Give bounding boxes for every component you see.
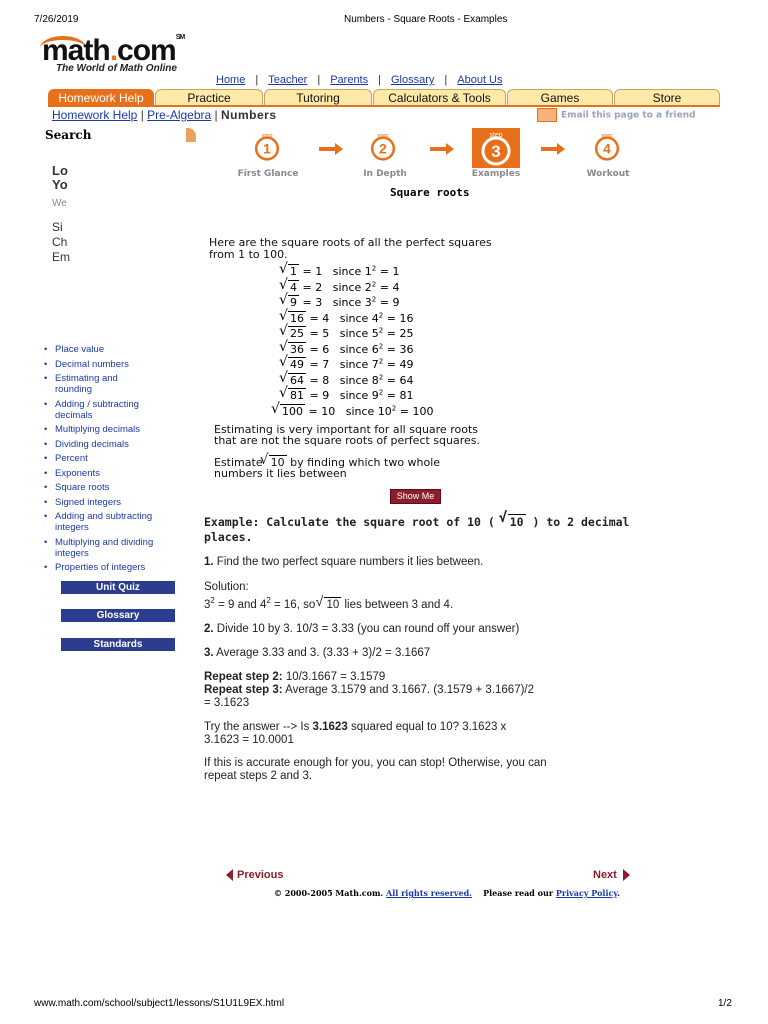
step-4-icon [590, 131, 624, 161]
section-title: Square roots [390, 186, 470, 199]
login-fragment-4: Si [52, 220, 63, 234]
top-link-teacher[interactable]: Teacher [268, 74, 308, 86]
tab-tutoring[interactable]: Tutoring [264, 89, 372, 106]
unit-quiz-button[interactable]: Unit Quiz [61, 581, 175, 594]
previous-label: Previous [237, 869, 284, 881]
step-1-button[interactable] [250, 131, 284, 166]
sidebar-item-multiplying-dividing-integers[interactable]: • Multiplying and dividing integers [44, 537, 155, 559]
step-3-number: 3 [491, 142, 501, 161]
example-try [204, 720, 506, 734]
step-3-button[interactable] [472, 128, 520, 168]
root-base: 1 [364, 265, 372, 278]
root-square: 1 [392, 265, 400, 278]
root-radicand: √ 1 [288, 264, 299, 278]
step-3-num: 3. [204, 647, 214, 659]
previous-arrow-icon [226, 869, 233, 881]
step-1-icon [250, 131, 284, 161]
root-square: 64 [399, 373, 414, 387]
root-base: 2 [364, 280, 372, 294]
root-radicand: √ 49 [288, 357, 306, 371]
sidebar-item-adding-subtracting-integers[interactable]: • Adding and subtracting integers [44, 511, 170, 533]
step-4-number: 4 [603, 141, 611, 158]
step-2-num: 2. [204, 623, 214, 635]
root-base: 7 [371, 358, 379, 371]
print-url: www.math.com/school/subject1/lessons/S1U1L9EX.html [34, 998, 285, 1009]
try-post: squared equal to 10? 3.1623 x [350, 721, 507, 733]
example-repeat-2 [204, 670, 385, 684]
estimate-radical: √ 10 [269, 455, 287, 469]
root-radicand: √ 25 [288, 326, 306, 340]
step-1-number: 1 [263, 141, 271, 158]
example-repeat-3 [204, 683, 534, 697]
root-square: 36 [399, 342, 414, 356]
step-1-label[interactable]: First Glance [237, 169, 299, 179]
root-row: √ 36 = 6 since $6^2 = 36$ [282, 342, 413, 356]
intro-line-2: from 1 to 100. [209, 248, 288, 261]
repeat-2-label: Repeat step 2: [204, 671, 283, 683]
example-step-1 [204, 555, 483, 569]
root-base: 9 [371, 389, 379, 402]
example-step-3 [204, 646, 430, 660]
top-link-home[interactable]: Home [216, 74, 246, 86]
root-square: 16 [399, 311, 414, 325]
root-radicand: √ 4 [288, 280, 299, 294]
root-base: 5 [371, 327, 379, 340]
root-radicand: √ 100 [280, 404, 305, 418]
logo[interactable]: math.com℠ [42, 34, 185, 67]
root-square: 100 [412, 404, 434, 418]
root-row: √ 4 = 2 since $2^2 = 4$ [282, 280, 399, 294]
step-2-icon [366, 131, 400, 161]
logo-text-dot: . [109, 34, 118, 67]
step-2-number: 2 [379, 141, 387, 158]
example-solution-label: Solution: [204, 581, 249, 593]
sidebar-item-properties-integers[interactable]: • Properties of integers [44, 562, 194, 573]
copyright [274, 888, 620, 898]
tab-games[interactable]: Games [507, 89, 613, 106]
next-label: Next [593, 869, 617, 881]
step-4-word: step [601, 132, 613, 139]
root-row: √ 100 = 10 since $10^2 = 100$ [274, 404, 433, 418]
step-4-label[interactable]: Workout [586, 169, 630, 179]
root-base: 4 [371, 311, 379, 325]
step-2-text: Divide 10 by 3. 10/3 = 3.33 (you can round off your answer) [216, 623, 520, 635]
example-accurate-line-2: repeat steps 2 and 3. [204, 770, 313, 782]
roots-table [282, 264, 462, 424]
breadcrumb-homework-help[interactable]: Homework Help [52, 108, 138, 122]
step-2-button[interactable] [366, 131, 400, 166]
sidebar-item-place-value[interactable]: • Place value [44, 344, 194, 355]
arrow-right-icon [430, 142, 454, 156]
glossary-button[interactable]: Glossary [61, 609, 175, 622]
intro-line-1: Here are the square roots of all the perfect squares [209, 236, 492, 249]
root-row: √ 9 = 3 since $3^2 = 9$ [282, 295, 399, 309]
example-accurate-line-1: If this is accurate enough for you, you can stop! Otherwise, you can [204, 757, 547, 769]
sidebar-item-multiplying-decimals[interactable]: • Multiplying decimals [44, 424, 194, 435]
example-heading-post: ) to 2 decimal [532, 515, 630, 529]
arrow-right-icon [319, 142, 343, 156]
root-square: 25 [399, 327, 414, 340]
arrow-right-icon [541, 142, 565, 156]
root-radicand: √ 81 [288, 388, 306, 402]
sidebar-item-dividing-decimals[interactable]: • Dividing decimals [44, 439, 194, 450]
root-row: √ 1 = 1 since $1^2 = 1$ [282, 264, 399, 278]
search-label: Search [45, 128, 92, 142]
root-row: √ 64 = 8 since $8^2 = 64$ [282, 373, 413, 387]
breadcrumb: Homework Help | Pre-Algebra | Numbers [52, 108, 277, 122]
print-date: 7/26/2019 [34, 14, 79, 25]
step-3-icon [479, 130, 513, 166]
step-1-num: 1. [204, 556, 214, 568]
copyright-mid: Please read our [483, 888, 554, 898]
root-base: 10 [377, 404, 392, 418]
solution-radical: √ 10 [324, 597, 341, 612]
envelope-icon [537, 108, 557, 122]
example-solution: $3^2 = 9$ and $4^2 = 16$, so √ 10 lies between 3 and 4. [204, 594, 453, 612]
step-1-word: step [261, 132, 273, 139]
print-title: Numbers - Square Roots - Examples [344, 14, 508, 25]
try-pre: Try the answer --> Is [204, 721, 310, 733]
step-3-text: Average 3.33 and 3. (3.33 + 3)/2 = 3.1667 [216, 647, 431, 659]
root-value: 3 [315, 296, 323, 309]
email-friend-link[interactable] [537, 108, 696, 122]
tab-homework-help[interactable]: Homework Help [48, 89, 154, 106]
step-3-label[interactable]: Examples [471, 169, 521, 179]
example-repeat-3-line-2: = 3.1623 [204, 697, 250, 709]
repeat-2-text: 10/3.1667 = 3.1579 [285, 671, 386, 683]
repeat-3-text: Average 3.1579 and 3.1667. (3.1579 + 3.1667)/2 [285, 684, 535, 696]
sidebar-item-exponents[interactable]: • Exponents [44, 468, 194, 479]
root-value: 8 [322, 373, 330, 387]
root-value: 7 [322, 358, 330, 371]
example-heading-line-2: places. [204, 530, 253, 544]
root-base: 3 [364, 296, 372, 309]
show-me-button[interactable]: Show Me [390, 489, 441, 504]
try-bold: 3.1623 [312, 721, 348, 733]
sidebar-item-square-roots[interactable]: • Square roots [44, 482, 194, 493]
root-square: 4 [392, 280, 400, 294]
next-button[interactable] [593, 869, 630, 881]
login-fragment-5: Ch [52, 235, 68, 249]
root-base: 6 [371, 342, 379, 356]
root-value: 4 [322, 311, 330, 325]
tab-underline [48, 105, 720, 107]
estimate-pre: Estimate [214, 456, 263, 469]
root-base: 8 [371, 373, 379, 387]
solution-part-b: = 9 and 4 [218, 598, 267, 611]
solution-part-c: = 16, so [274, 598, 316, 611]
estimate-post: by finding which two whole [290, 456, 441, 469]
privacy-policy-link[interactable]: Privacy Policy [555, 888, 618, 898]
step-2-word: step [377, 132, 389, 139]
sidebar-item-estimating-rounding[interactable]: • Estimating and rounding [44, 373, 155, 395]
breadcrumb-pre-algebra[interactable]: Pre-Algebra [147, 108, 212, 122]
solution-part-d: lies between 3 and 4. [344, 598, 454, 611]
top-link-about[interactable]: About Us [457, 74, 503, 86]
next-arrow-icon [623, 869, 630, 881]
example-heading-pre: Example: Calculate the square root of 10 ( [204, 515, 495, 529]
tab-calculators-tools[interactable]: Calculators & Tools [373, 89, 506, 106]
root-row: √ 16 = 4 since $4^2 = 16$ [282, 311, 413, 325]
sidebar-item-decimal-numbers[interactable]: • Decimal numbers [44, 359, 194, 370]
login-fragment-3: We [52, 198, 67, 209]
step-1-text: Find the two perfect square numbers it lies between. [216, 556, 484, 568]
sidebar-item-signed-integers[interactable]: • Signed integers [44, 497, 194, 508]
solution-part-a: 3 [204, 598, 211, 611]
tab-store[interactable]: Store [614, 89, 720, 106]
standards-button[interactable]: Standards [61, 638, 175, 651]
step-4-button[interactable] [590, 131, 624, 166]
root-value: 6 [322, 342, 330, 356]
root-square: 81 [399, 389, 414, 402]
top-nav: Home | Teacher | Parents | Glossary | About Us [216, 74, 503, 86]
root-value: 2 [315, 280, 323, 294]
root-radicand: √ 16 [288, 311, 306, 325]
root-square: 9 [392, 296, 400, 309]
root-value: 1 [315, 265, 323, 278]
previous-button[interactable] [226, 869, 283, 881]
email-friend-label: Email this page to a friend [561, 110, 696, 121]
example-step-2 [204, 622, 519, 636]
root-value: 5 [322, 327, 330, 340]
sidebar-topics [44, 344, 194, 577]
example-try-line-2: 3.1623 = 10.0001 [204, 734, 294, 746]
breadcrumb-current: Numbers [220, 108, 277, 122]
logo-tagline: The World of Math Online [56, 63, 177, 74]
step-2-label[interactable]: In Depth [363, 169, 407, 179]
logo-text-com: com [117, 34, 176, 67]
copyright-pre: © 2000-2005 Math.com. [274, 888, 384, 898]
top-link-glossary[interactable]: Glossary [390, 74, 435, 86]
print-page: 1/2 [718, 998, 732, 1009]
logo-text-main: math [42, 34, 110, 67]
copyright-end: . [617, 888, 620, 898]
main-tabs [48, 89, 720, 106]
search-tab-shape [186, 128, 196, 142]
top-link-parents[interactable]: Parents [330, 74, 369, 86]
root-value: 9 [322, 389, 330, 402]
root-radicand: √ 64 [288, 373, 306, 387]
estimating-line-1: Estimating is very important for all square roots [214, 423, 478, 436]
tab-practice[interactable]: Practice [155, 89, 263, 106]
repeat-3-label: Repeat step 3: [204, 684, 283, 696]
root-row: √ 81 = 9 since $9^2 = 81$ [282, 388, 413, 402]
all-rights-link[interactable]: All rights reserved. [386, 888, 472, 898]
step-3-word: step [489, 132, 503, 139]
root-square: 49 [399, 358, 414, 371]
estimate-line-2: numbers it lies between [214, 467, 347, 480]
sidebar-item-adding-subtracting-decimals[interactable]: • Adding / subtracting decimals [44, 399, 175, 421]
root-row: √ 25 = 5 since $5^2 = 25$ [282, 326, 413, 340]
root-radicand: √ 9 [288, 295, 299, 309]
login-fragment-1: Lo [52, 163, 68, 178]
example-heading-radical: √ 10 [508, 514, 526, 529]
estimating-line-2: that are not the square roots of perfect squares. [214, 434, 481, 447]
root-row: √ 49 = 7 since $7^2 = 49$ [282, 357, 413, 371]
login-fragment-6: Em [52, 250, 70, 264]
root-value: 10 [321, 404, 336, 418]
example-heading [204, 514, 629, 529]
login-fragment-2: Yo [52, 177, 68, 192]
sidebar-item-percent[interactable]: • Percent [44, 453, 194, 464]
root-radicand: √ 36 [288, 342, 306, 356]
